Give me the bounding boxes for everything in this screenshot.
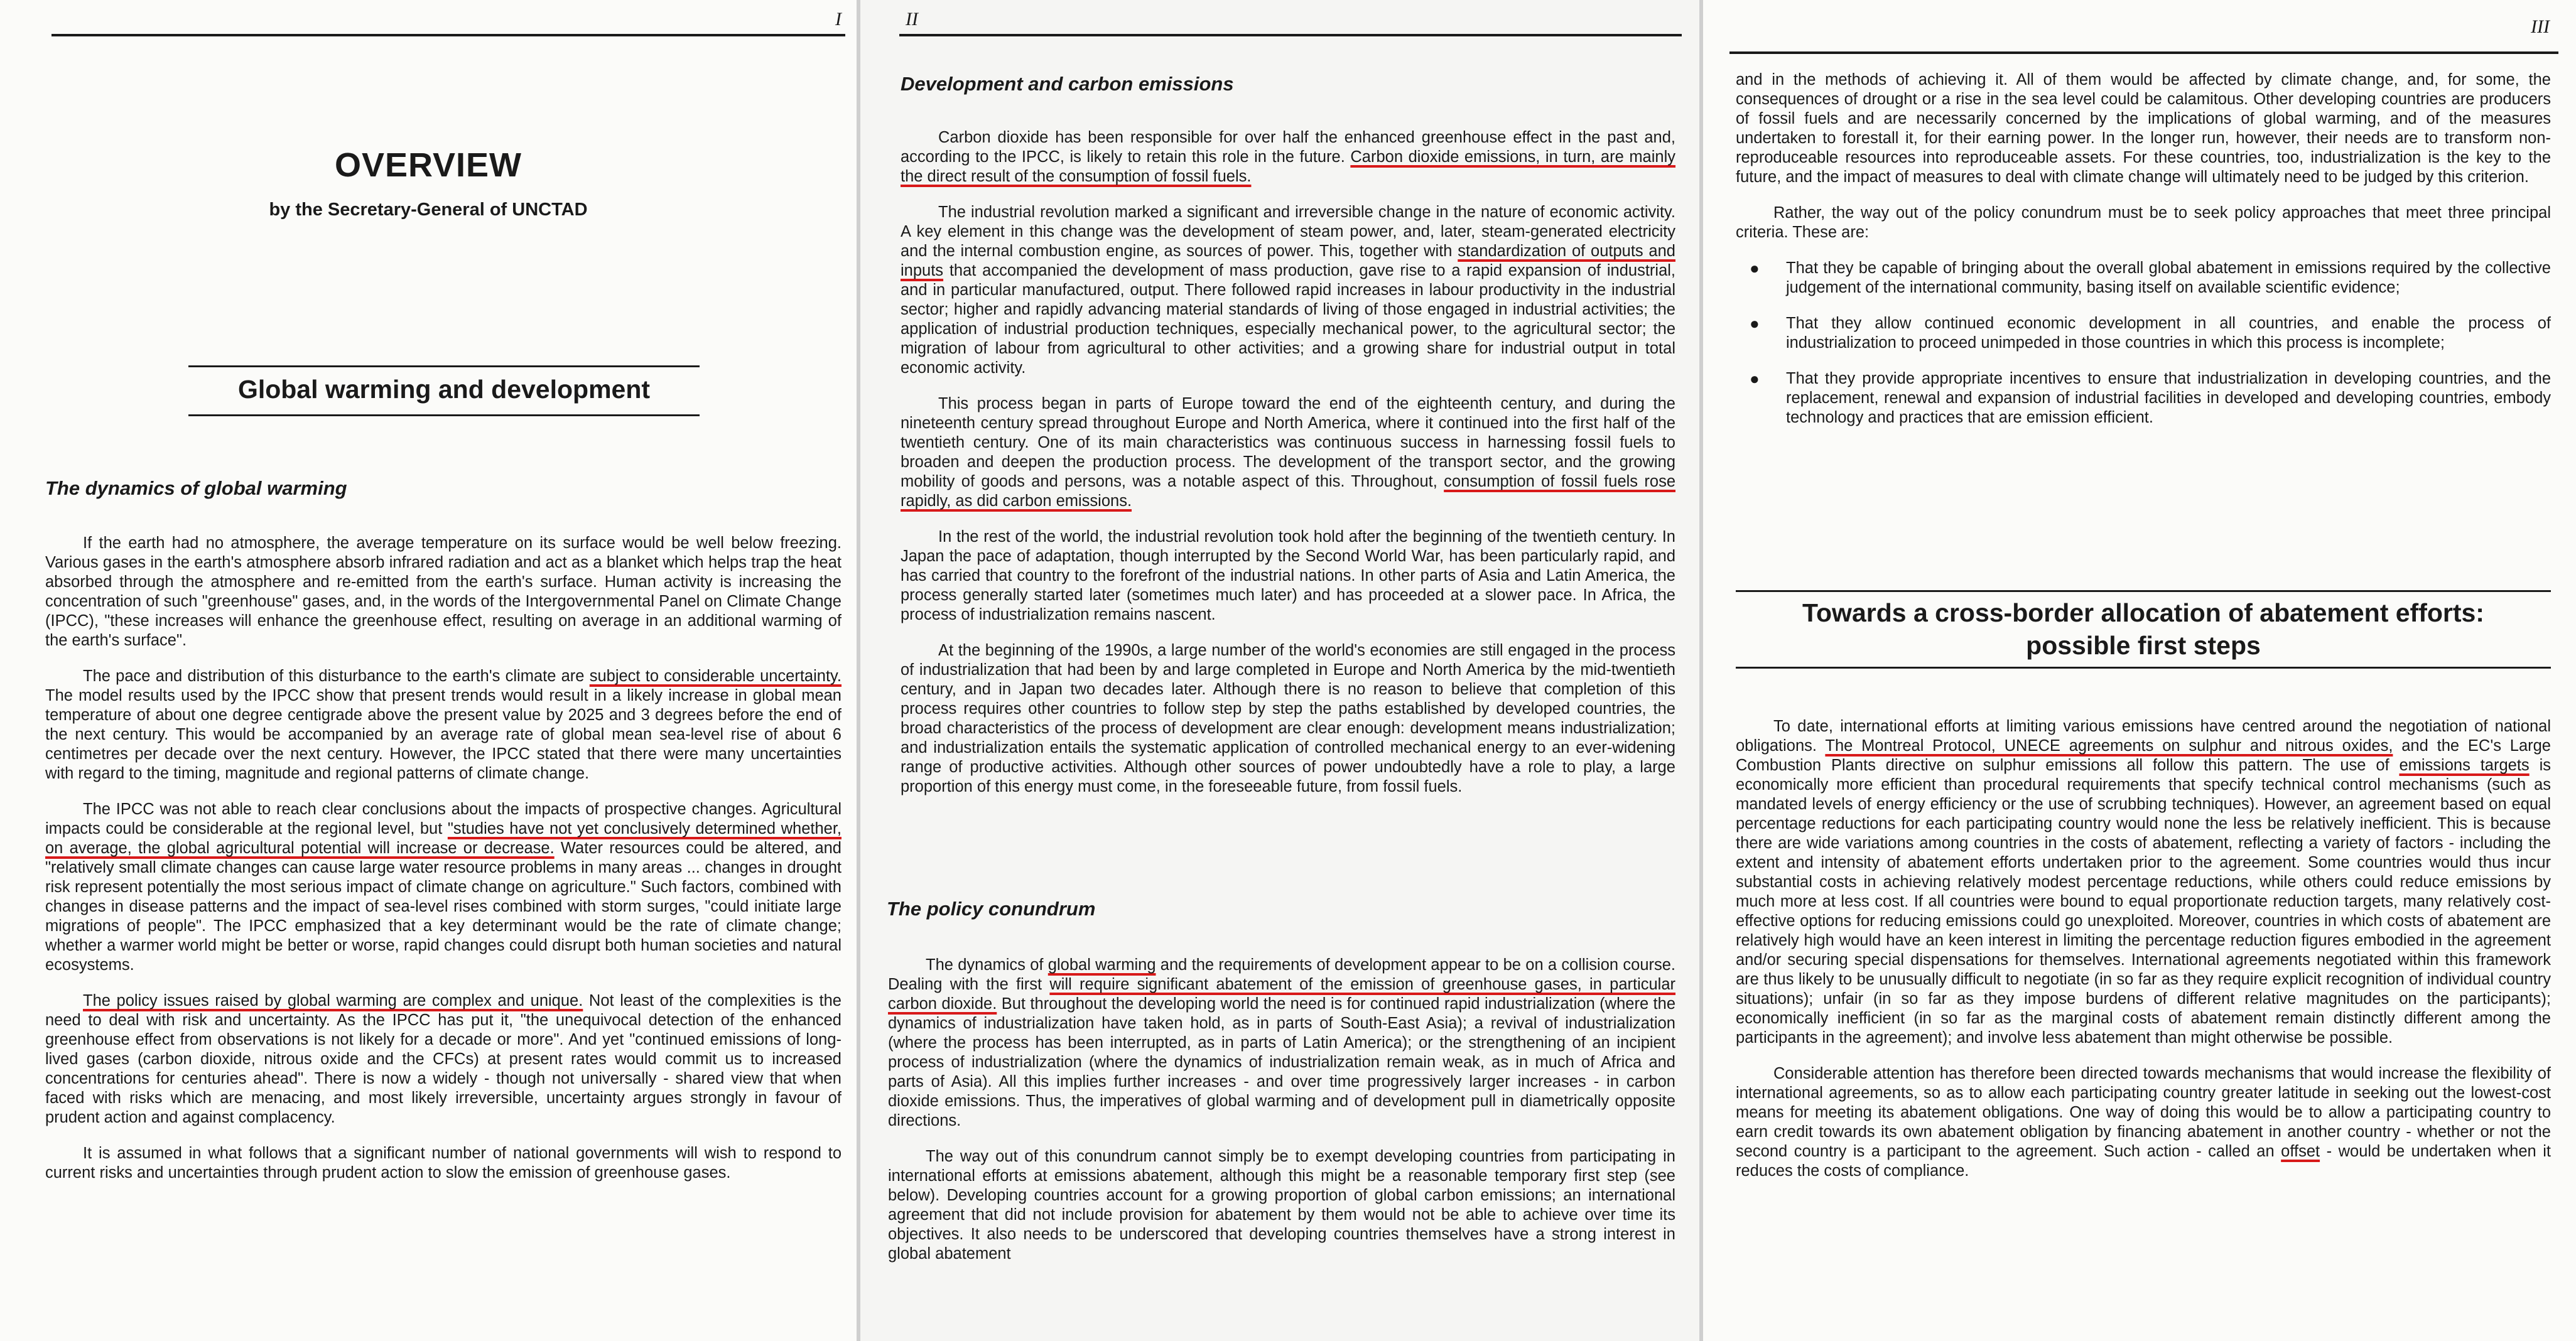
underlined-text: standardization of outputs and inputs [901,242,1675,279]
underlined-text: The policy issues raised by global warming are complex and unique. [83,992,583,1010]
overview-title: OVERVIEW [334,146,522,184]
top-rule [1729,51,2558,54]
body-text [1736,717,2551,1197]
subheading: The dynamics of global warming [45,477,347,499]
section-title: Towards a cross-border allocation of abatement efforts: possible first steps [1802,598,2484,660]
section-title: Global warming and development [237,375,651,404]
underlined-text: consumption of fossil fuels rose rapidly, as did carbon emissions. [901,473,1675,510]
top-rule [899,34,1682,36]
page-one [0,0,857,1341]
page-number: III [2531,16,2550,37]
bullet-icon: ● [1750,259,1760,277]
section-rule-top [1736,590,2551,592]
subheading: Development and carbon emissions [901,73,1234,95]
paragraph: The way out of this conundrum cannot simply be to exempt developing countries from participating in international efforts at emissions abatement, although this might be a reasonable temporary first step (see below). Developing countries account for a growing proportion of global carbon emissions; an international agreement that did not include provision for abatement by them would not be able to achieve over time its objectives. It also needs to be underscored that developing countries themselves have a strong interest in global abatement [888,1148,1675,1263]
underlined-text: The Montreal Protocol, UNECE agreements on sulphur and nitrous oxides, [1825,737,2393,755]
bullet-icon: ● [1750,369,1760,388]
page-number: I [835,9,842,30]
underlined-text: global warming [1047,956,1156,974]
underlined-text: will require significant abatement of the emission of greenhouse gases, in particular carbon dioxide. [888,976,1676,1013]
underlined-text: emissions targets [2399,757,2530,774]
underlined-text: offset [2281,1143,2320,1160]
criteria-list [1736,259,2551,428]
section-rule-top [188,365,700,367]
subheading: The policy conundrum [887,898,1096,920]
page-number: II [906,9,918,30]
body-text [45,534,842,1199]
byline: by the Secretary-General of UNCTAD [269,200,588,220]
body-text [901,128,1675,813]
paragraph: Rather, the way out of the policy conundrum must be to seek policy approaches that meet three principal criteria. These are: [1736,204,2551,241]
list-item: ● That they be capable of bringing about the overall global abatement in emissions required by the collective judgement of the international community, basing itself on available scientific evidence; [1750,259,2551,296]
paragraph: The industrial revolution marked a significant and irreversible change in the nature of economic activity. A key element in this change was the development of steam power, and, later, steam-generated electricity and the internal combustion engine, as sources of power. This, together with standardization of outputs and inputs that accompanied the development of mass production, gave rise to a rapid expansion of industrial, and in particular manufactured, output. There followed rapid increases in labour productivity in the industrial sector; higher and rapidly advancing material standards of living of those engaged in industrial activities; the application of industrial production techniques, especially mechanical power, to the agricultural sector; the migration of labour from agricultural to other activities; and a growing share for industrial output in total economic activity. [901,203,1675,377]
list-item: ● That they allow continued economic development in all countries, and enable the process of industrialization to proceed unimpeded in those countries in which this process is incomplete; [1750,314,2551,352]
underlined-text: subject to considerable uncertainty. [589,667,842,685]
paragraph: If the earth had no atmosphere, the average temperature on its surface would be well below freezing. Various gases in the earth's atmosphere absorb infrared radiation and act as a blanket which helps trap the heat absorbed through the atmosphere and re-emitted from the earth's surface. Human activity is increasing the concentration of such "greenhouse" gases, and, in the words of the Intergovernmental Panel on Climate Change (IPCC), "these increases will enhance the greenhouse effect, resulting on average in an additional warming of the earth's surface". [45,534,842,649]
paragraph: Carbon dioxide has been responsible for over half the enhanced greenhouse effect in the past and, according to the IPCC, is likely to retain this role in the future. Carbon dioxide emissions, in turn, are mainly the direct result of the consumption of fossil fuels. [901,129,1676,185]
paragraph: The policy issues raised by global warming are complex and unique. Not least of the complexities is the need to deal with risk and uncertainty. As the IPCC has put it, "the unequivocal detection of the enhanced greenhouse effect from observations is not likely for a decade or more". And yet "continued emissions of long-lived gases (carbon dioxide, nitrous oxide and the CFCs) at present rates would commit us to increased concentrations for centuries ahead". There is now a widely - though not universally - shared view that when faced with risks which are menacing, and most likely irreversible, uncertainty argues strongly in favour of prudent action and against complacency. [45,992,842,1126]
section-rule-bottom [1736,667,2551,669]
underlined-text: "studies have not yet conclusively determined whether, on average, the global agricultural potential will increase or decrease. [45,820,842,857]
underlined-text: Carbon dioxide emissions, in turn, are mainly the direct result of the consumption of fossil fuels. [901,148,1676,185]
list-item: ● That they provide appropriate incentives to ensure that industrialization in developing countries, and the replacement, renewal and expansion of industrial facilities in developed and developing countries, embody technology and practices that are emission efficient. [1750,369,2551,426]
paragraph: To date, international efforts at limiting various emissions have centred around the negotiation of national obligations. The Montreal Protocol, UNECE agreements on sulphur and nitrous oxides, and the EC's Large Combustion Plants directive on sulphur emissions all follow this pattern. The use of emissions targets is economically more efficient than procedural requirements that specify technical control mechanisms (such as mandated levels of energy efficiency or the use of scrubbing techniques). However, an agreement based on equal percentage reductions for each participating country would none the less be relatively inefficient. This is because there are wide variations among countries in the costs of abatement, reflecting a variety of factors - including the extent and intensity of abatement efforts undertaken prior to the agreement. Some countries would thus incur substantial costs in achieving relatively modest percentage reductions, while others could reduce emissions by much more at less cost. If all countries were bound to equal proportionate reduction targets, many relatively cost-effective options for reducing emissions could go unexploited. Moreover, countries in which costs of abatement are relatively high would have an keen interest in limiting the percentage reduction figures embodied in the agreement and/or securing special dispensations for themselves. International agreements negotiated within this framework are thus likely to be unusually difficult to negotiate (in so far as they require explicit recognition of individual country situations); unfair (in so far as they impose burdens of different relative magnitudes on the participants); economically inefficient (in so far as the marginal costs of abatement remain distinctly different among the participants in the agreement); and involve less abatement than might otherwise be possible. [1736,718,2551,1047]
paragraph: In the rest of the world, the industrial revolution took hold after the beginning of the twentieth century. In Japan the pace of adaptation, though interrupted by the Second World War, has been particularly rapid, and has carried that country to the forefront of the industrial nations. In other parts of Asia and Latin America, the process generally started later (sometimes much later) and has proceeded at a slower pace. In Africa, the process of industrialization remains nascent. [901,528,1675,623]
bullet-icon: ● [1750,314,1760,333]
paragraph: The IPCC was not able to reach clear conclusions about the impacts of prospective changes. Agricultural impacts could be considerable at the regional level, but "studies have not yet conclusively determined whether, on average, the global agricultural potential will increase or decrease. Water resources could be altered, and "relatively small climate changes can cause large water resource problems in many areas ... changes in drought risk represent potentially the most serious impact of climate change on agriculture." Such factors, combined with changes in disease patterns and the impact of sea-level rises combined with storm surges, "could initiate large migrations of people". The IPCC emphasized that a key determinant would be the rate of climate change; whether a warmer world might be better or worse, rapid changes could disrupt both human societies and natural ecosystems. [45,800,842,974]
body-text [1736,70,2551,444]
section-rule-bottom [188,414,700,416]
page-three [1703,0,2576,1341]
paragraph: The pace and distribution of this disturbance to the earth's climate are subject to considerable uncertainty. The model results used by the IPCC show that present trends would result in a likely increase in global mean temperature of about one degree centigrade above the present value by 2025 and 3 degrees before the end of the next century. This would be accompanied by an average rate of global mean sea-level rise of about 6 centimetres per decade over the next century. However, the IPCC stated that there were many uncertainties with regard to the timing, magnitude and regional patterns of climate change. [45,667,842,782]
page-two [860,0,1699,1341]
body-text [888,956,1675,1280]
paragraph: It is assumed in what follows that a significant number of national governments will wish to respond to current risks and uncertainties through prudent action to slow the emission of greenhouse gases. [45,1144,842,1182]
paragraph: Considerable attention has therefore been directed towards mechanisms that would increase the flexibility of international agreements, so as to allow each participating country greater latitude in seeking out the lowest-cost means for meeting its abatement obligations. One way of doing this would be to allow a participating country to earn credit towards its own abatement obligation by financing abatement in another country - whether or not the second country is a participant to the agreement. Such action - called an offset - would be undertaken when it reduces the costs of compliance. [1736,1065,2551,1180]
paragraph: and in the methods of achieving it. All of them would be affected by climate change, and, for some, the consequences of drought or a rise in the sea level could be calamitous. Other developing countries are producers of fossil fuels and are necessarily concerned by the implications of global warming, and of the measures undertaken to forestall it, for their earning power. In the longer run, however, their needs are to transform non-reproduceable resources into reproduceable assets. For these countries, too, industrialization is the key to the future, and the impact of measures to deal with climate change will ultimately need to be judged by this criterion. [1736,71,2551,186]
paragraph: This process began in parts of Europe toward the end of the eighteenth century, and during the nineteenth century spread throughout Europe and North America, where it continued into the first half of the twentieth century. One of its main characteristics was continuous success in harnessing fossil fuels to broaden and deepen the production process. The development of the transport sector, and the growing mobility of goods and persons, was a notable aspect of this. Throughout, consumption of fossil fuels rose rapidly, as did carbon emissions. [901,395,1675,510]
top-rule [51,34,845,36]
paragraph: The dynamics of global warming and the requirements of development appear to be on a collision course. Dealing with the first will require significant abatement of the emission of greenhouse gases, in particular carbon dioxide. But throughout the developing world the need is for continued rapid industrialization (where the dynamics of industrialization have taken hold, as in parts of South-East Asia); a revival of industrialization (where the process has been interrupted, as in parts of Latin America); or the strengthening of an incipient process of industrialization (where the dynamics of industrialization remain weak, as in much of Africa and parts of Asia). All this implies further increases - and over time progressively larger increases - in carbon dioxide emissions. Thus, the imperatives of global warming and of development pull in diametrically opposite directions. [888,956,1676,1129]
paragraph: At the beginning of the 1990s, a large number of the world's economies are still engaged in the process of industrialization that had been by and large completed in Europe and North America by the mid-twentieth century, and in Japan two decades later. Although there is no reason to believe that completion of this process requires other countries to follow step by step the paths established by developed countries, the broad characteristics of the process of development are clear enough: development means industrialization; and industrialization entails the systematic application of controlled mechanical energy to an ever-widening range of productive activities. Although other sources of power undoubtedly have a role to play, a large proportion of this energy must come, in the foreseeable future, from fossil fuels. [901,642,1675,795]
